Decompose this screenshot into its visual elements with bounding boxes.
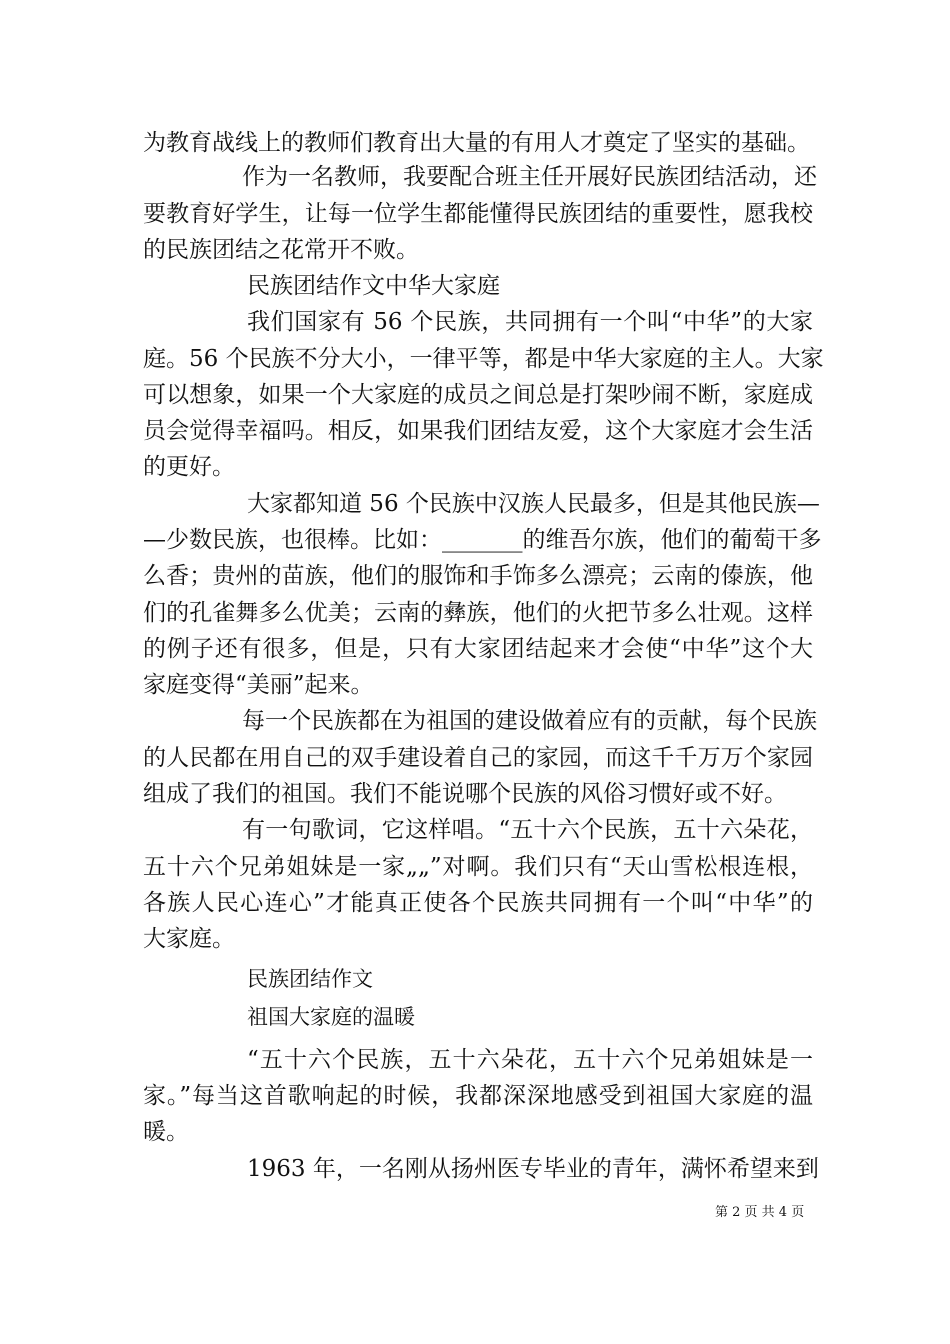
text-line: 可以想象，如果一个大家庭的成员之间总是打架吵闹不断，家庭成 <box>143 382 813 408</box>
text-line: 我们国家有 56 个民族，共同拥有一个叫“中华”的大家 <box>247 309 813 335</box>
section-heading: 民族团结作文中华大家庭 <box>247 273 500 299</box>
section-heading: 民族团结作文 <box>247 967 373 991</box>
text-line: 庭。56 个民族不分大小，一律平等，都是中华大家庭的主人。大家 <box>143 346 824 372</box>
text-line: 有一句歌词，它这样唱。“五十六个民族，五十六朵花， <box>242 817 813 843</box>
text-line: 的例子还有很多，但是，只有大家团结起来才会使“中华”这个大 <box>143 636 813 662</box>
text-line: 员会觉得幸福吗。相反，如果我们团结友爱，这个大家庭才会生活 <box>143 418 813 444</box>
text-line: 五十六个兄弟姐妹是一家„„”对啊。我们只有“天山雪松根连根， <box>143 854 813 880</box>
page-number: 第 2 页 共 4 页 <box>715 1205 805 1220</box>
text-line: 么香；贵州的苗族，他们的服饰和手饰多么漂亮；云南的傣族，他 <box>143 563 813 589</box>
text-line: 的人民都在用自己的双手建设着自己的家园，而这千千万万个家园 <box>143 745 813 771</box>
text-line: 家庭变得“美丽”起来。 <box>143 672 374 698</box>
text-line: 大家都知道 56 个民族中汉族人民最多，但是其他民族— <box>247 491 820 517</box>
text-line: “五十六个民族，五十六朵花，五十六个兄弟姐妹是一 <box>247 1047 813 1073</box>
text-line: 各族人民心连心”才能真正使各个民族共同拥有一个叫“中华”的 <box>143 890 813 916</box>
text-line: 作为一名教师，我要配合班主任开展好民族团结活动，还 <box>242 164 817 190</box>
text-line: 每一个民族都在为祖国的建设做着应有的贡献，每个民族 <box>242 708 817 734</box>
text-line: 的民族团结之花常开不败。 <box>143 237 419 263</box>
section-subheading: 祖国大家庭的温暖 <box>247 1005 415 1029</box>
text-line: 为教育战线上的教师们教育出大量的有用人才奠定了坚实的基础。 <box>143 130 810 156</box>
text-line: 暖。 <box>143 1119 189 1145</box>
text-line: 要教育好学生，让每一位学生都能懂得民族团结的重要性，愿我校 <box>143 201 813 227</box>
text-line: 家。”每当这首歌响起的时候，我都深深地感受到祖国大家庭的温 <box>143 1083 813 1109</box>
text-line: —少数民族，也很棒。比如：_______的维吾尔族，他们的葡萄干多 <box>143 527 822 553</box>
text-line: 1963 年，一名刚从扬州医专毕业的青年，满怀希望来到 <box>247 1156 819 1182</box>
text-line: 组成了我们的祖国。我们不能说哪个民族的风俗习惯好或不好。 <box>143 781 787 807</box>
text-line: 们的孔雀舞多么优美；云南的彝族，他们的火把节多么壮观。这样 <box>143 600 813 626</box>
text-line: 大家庭。 <box>143 926 235 952</box>
text-line: 的更好。 <box>143 454 235 480</box>
